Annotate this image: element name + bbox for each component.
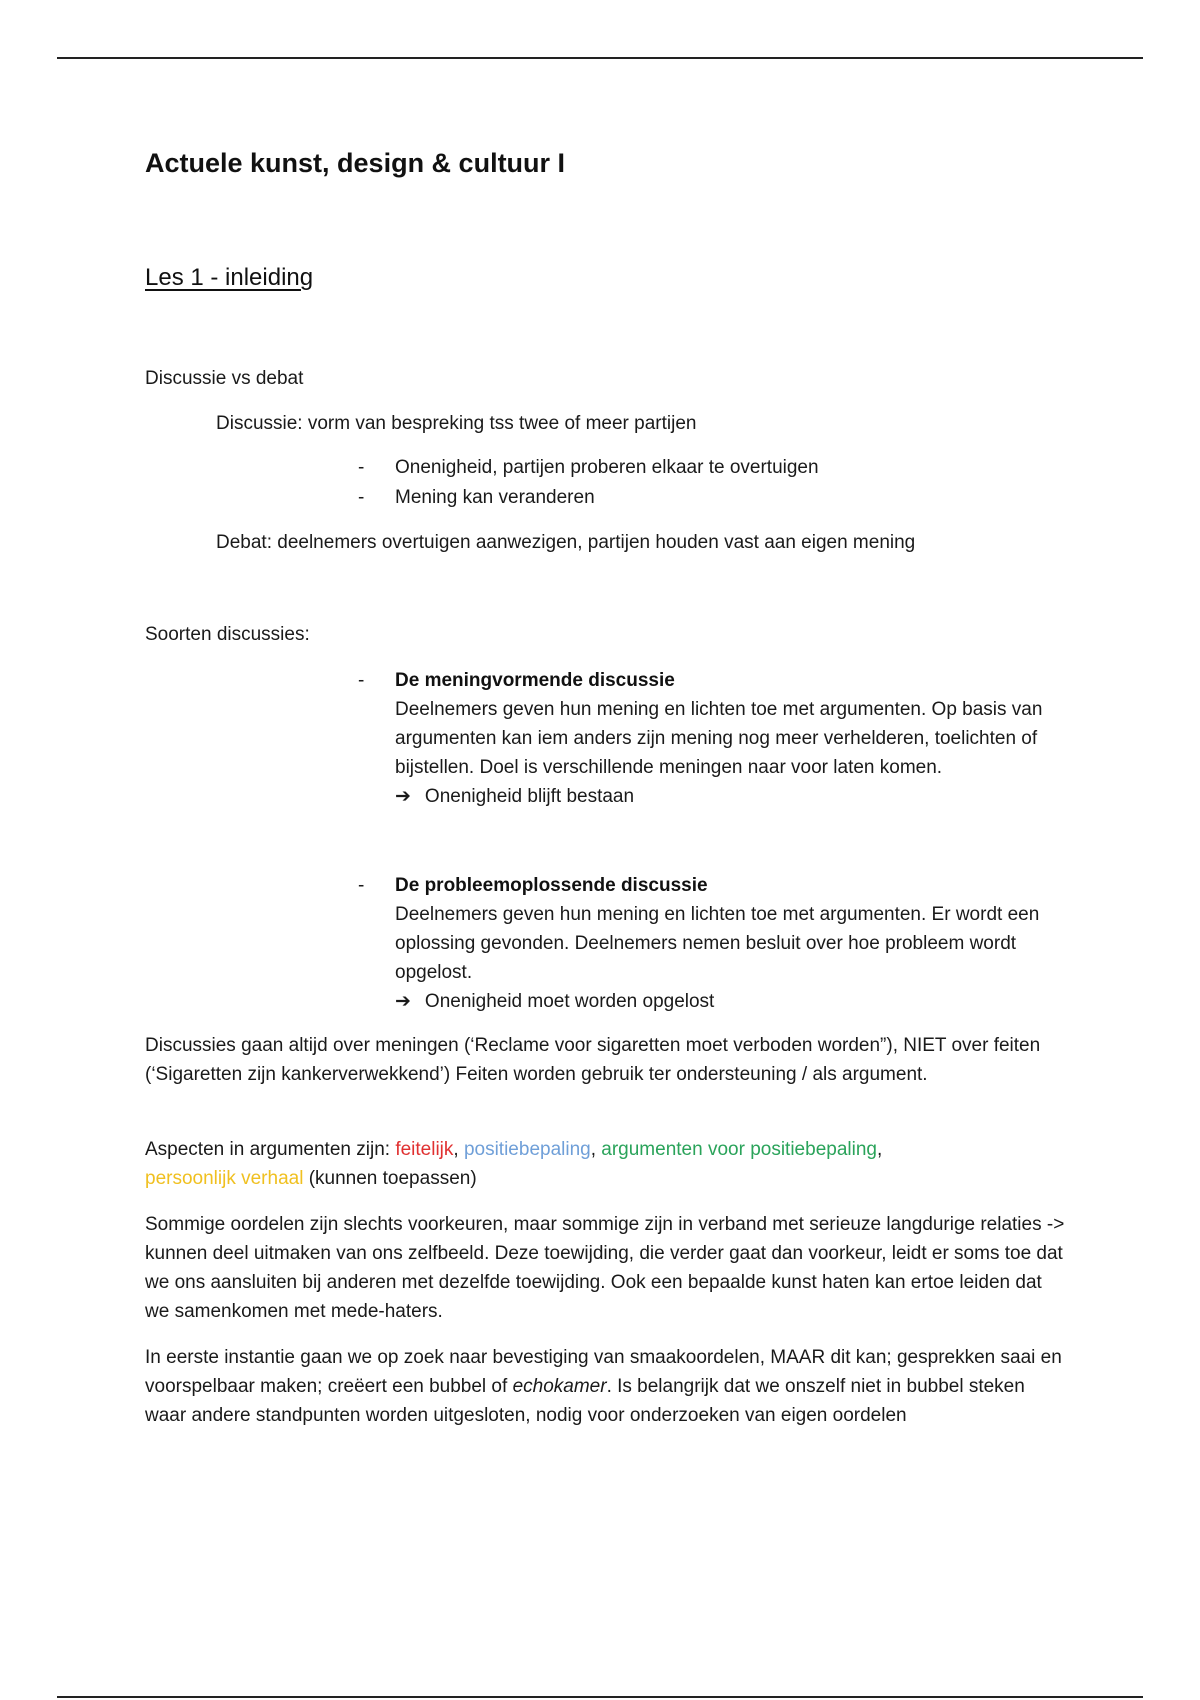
discussion-type-item <box>395 871 1055 1016</box>
discussion-type-title: De meningvormende discussie <box>395 670 675 691</box>
bullet-dash: - <box>358 670 365 691</box>
aspect-argumenten: argumenten voor positiebepaling <box>601 1139 877 1160</box>
separator: , <box>590 1139 602 1160</box>
document-title: Actuele kunst, design & cultuur I <box>145 148 566 178</box>
aspect-feitelijk: feitelijk <box>395 1139 454 1160</box>
aspecten-suffix: (kunnen toepassen) <box>303 1168 477 1189</box>
lesson-heading: Les 1 - inleiding <box>145 264 314 291</box>
arrow-right-icon: ➔ <box>395 991 411 1012</box>
echo-text-after: . Is belangrijk dat we onszelf niet in bubbel steken waar andere standpunten worden uitgesloten, nodig voor onderzoeken van eigen oordelen <box>145 1376 1025 1426</box>
discussion-type-conclusion <box>395 782 1055 811</box>
paragraph-oordelen: Sommige oordelen zijn slechts voorkeuren, maar sommige zijn in verband met serieuze langdurige relaties -> kunnen deel uitmaken van ons zelfbeeld. Deze toewijding, die verder gaat dan voorkeur, leidt er soms toe dat we ons aansluiten bij anderen met dezelfde toewijding. Ook een bepaalde kunst haten kan ertoe leiden dat we samenkomen met mede-haters. <box>145 1214 1065 1322</box>
conclusion-text: Onenigheid moet worden opgelost <box>424 991 715 1012</box>
discussion-type-text: Deelnemers geven hun mening en lichten toe met argumenten. Er wordt een oplossing gevonden. Deelnemers nemen besluit over hoe probleem wordt opgelost. <box>395 904 1040 983</box>
arrow-right-icon: ➔ <box>395 786 411 807</box>
discussion-type-conclusion <box>395 987 1055 1016</box>
top-rule <box>57 57 1143 59</box>
list-item: Onenigheid, partijen proberen elkaar te overtuigen <box>395 457 819 478</box>
paragraph-aspecten <box>145 1135 1065 1193</box>
echo-text-before: In eerste instantie gaan we op zoek naar bevestiging van smaakoordelen, MAAR dit kan; gesprekken saai en voorspelbaar maken; creëert een bubbel of <box>145 1347 1062 1397</box>
discussie-definition: Discussie: vorm van bespreking tss twee of meer partijen <box>216 413 697 434</box>
aspecten-prefix: Aspecten in argumenten zijn: <box>145 1139 396 1160</box>
section-heading-soorten: Soorten discussies: <box>145 624 310 645</box>
discussion-type-text: Deelnemers geven hun mening en lichten toe met argumenten. Op basis van argumenten kan iem anders zijn mening nog meer verhelderen, toelichten of bijstellen. Doel is verschillende meningen naar voor laten komen. <box>395 699 1043 778</box>
bullet-dash: - <box>358 487 365 508</box>
paragraph-meningen: Discussies gaan altijd over meningen (‘Reclame voor sigaretten moet verboden worden”), NIET over feiten (‘Sigaretten zijn kankerverwekkend’) Feiten worden gebruik ter ondersteuning / als argument. <box>145 1035 1041 1085</box>
bottom-rule <box>57 1696 1143 1698</box>
paragraph-echokamer <box>145 1343 1065 1430</box>
aspect-persoonlijk-verhaal: persoonlijk verhaal <box>145 1168 304 1189</box>
separator: , <box>453 1139 464 1160</box>
echo-emphasis: echokamer <box>512 1376 607 1397</box>
aspect-positiebepaling: positiebepaling <box>463 1139 591 1160</box>
discussion-type-item <box>395 666 1055 811</box>
separator: , <box>876 1139 883 1160</box>
list-item: Mening kan veranderen <box>395 487 595 508</box>
debat-definition: Debat: deelnemers overtuigen aanwezigen, partijen houden vast aan eigen mening <box>216 532 916 553</box>
section-heading-discussie-vs-debat: Discussie vs debat <box>145 368 304 389</box>
conclusion-text: Onenigheid blijft bestaan <box>424 786 635 807</box>
bullet-dash: - <box>358 875 365 896</box>
bullet-dash: - <box>358 457 365 478</box>
discussion-type-title: De probleemoplossende discussie <box>395 875 708 896</box>
